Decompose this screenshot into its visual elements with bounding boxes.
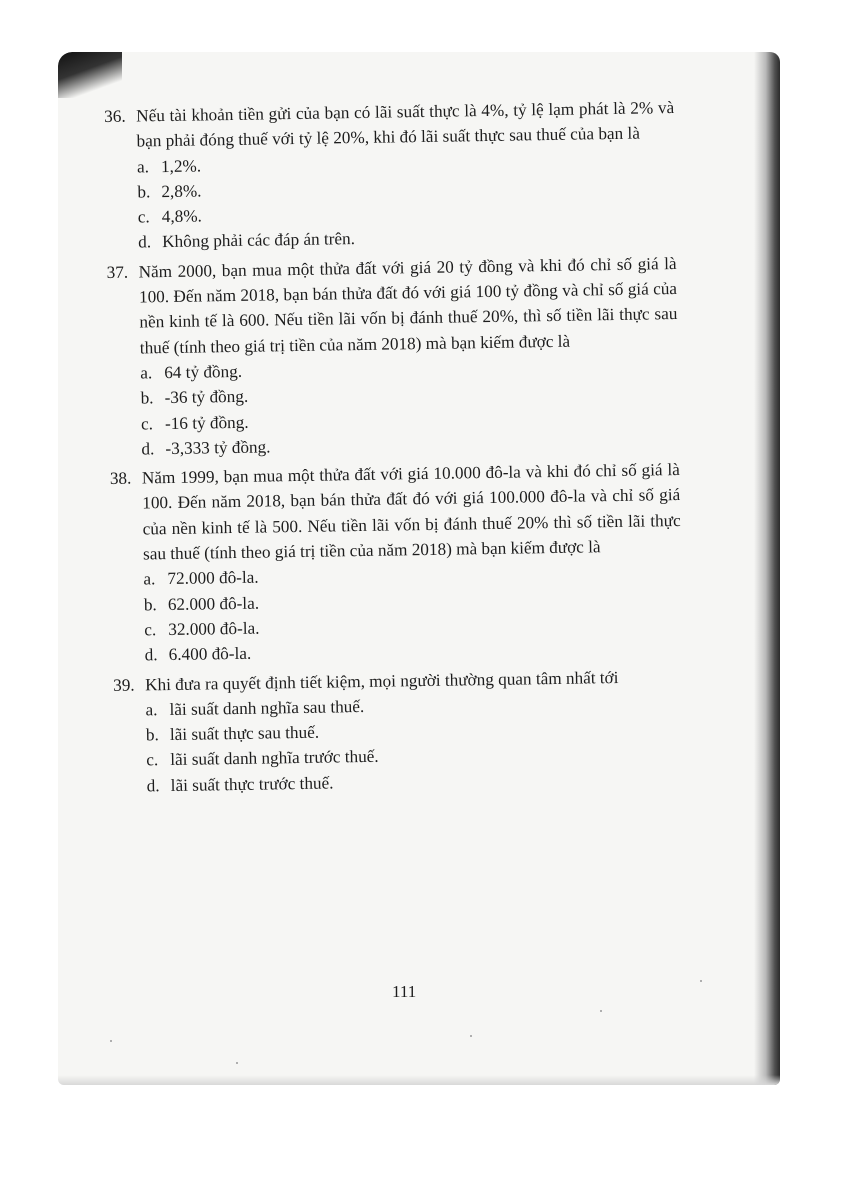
scan-speck xyxy=(236,1062,238,1064)
option-letter: b. xyxy=(140,388,154,408)
option-text: lãi suất thực trước thuế. xyxy=(170,773,334,795)
option-letter: d. xyxy=(141,439,155,459)
page-bottom-edge xyxy=(58,1075,780,1085)
question-text: Năm 2000, bạn mua một thửa đất với giá 20 tỷ đồng và khi đó chỉ số giá là 100. Đến năm 2018, bạn bán thửa đất đó với giá 100 tỷ đồng và chỉ số giá của nền kinh tế là 600. Nếu tiền lãi vốn bị đánh thuế 20%, thì số tiền lãi thực sau thuế (tính theo giá trị tiền của năm 2018) mà bạn kiếm được là xyxy=(138,253,678,358)
option-letter: c. xyxy=(140,413,154,434)
option-letter: a. xyxy=(143,569,156,589)
option-text: lãi suất danh nghĩa trước thuế. xyxy=(170,747,379,770)
option-letter: a. xyxy=(136,156,150,177)
question-number: 38. xyxy=(109,468,132,489)
option-letter: b. xyxy=(143,594,157,615)
question-text: Nếu tài khoản tiền gửi của bạn có lãi suất thực là 4%, tỷ lệ lạm phát là 2% và bạn phải đóng thuế với tỷ lệ 20%, khi đó lãi suất thực sau thuế của bạn là xyxy=(136,98,675,151)
option-letter: a. xyxy=(145,700,158,720)
question-text: Năm 1999, bạn mua một thửa đất với giá 10.000 đô-la và khi đó chỉ số giá là 100. Đến năm 2018, bạn bán thửa đất đó với giá 100.000 đô-la và chỉ số giá của nền kinh tế là 500. Nếu tiền lãi vốn bị đánh thuế 20% thì số tiền lãi thực sau thuế (tính theo giá trị tiền của năm 2018) mà bạn kiếm được là xyxy=(141,460,681,564)
option-text: 4,8%. xyxy=(161,206,203,227)
option-text: lãi suất danh nghĩa sau thuế. xyxy=(169,696,365,719)
scan-speck xyxy=(700,980,702,982)
book-binding-shadow xyxy=(754,52,780,1085)
option-letter: a. xyxy=(140,363,153,383)
answer-options xyxy=(108,352,680,462)
option-letter: c. xyxy=(137,207,150,227)
question-stem xyxy=(110,457,682,567)
option-text: -16 tỷ đồng. xyxy=(164,412,249,433)
answer-options xyxy=(111,558,683,668)
option-text: 1,2%. xyxy=(160,156,202,176)
scan-speck xyxy=(470,1035,472,1037)
option-text: -36 tỷ đồng. xyxy=(164,387,249,408)
answer-options xyxy=(105,146,677,256)
question-list xyxy=(104,95,685,803)
option-letter: d. xyxy=(144,645,158,665)
question-36 xyxy=(104,95,676,256)
option-text: 32.000 đô-la. xyxy=(168,618,260,639)
scan-speck xyxy=(110,1040,112,1042)
option-text: -3,333 tỷ đồng. xyxy=(165,437,271,458)
option-letter: d. xyxy=(146,775,160,796)
question-text: Khi đưa ra quyết định tiết kiệm, mọi người thường quan tâm nhất tới xyxy=(144,667,619,694)
option-letter: d. xyxy=(138,232,152,252)
option-letter: c. xyxy=(144,620,157,640)
option-text: lãi suất thực sau thuế. xyxy=(169,722,320,745)
option-text: 62.000 đô-la. xyxy=(167,593,260,614)
option-text: 72.000 đô-la. xyxy=(167,567,259,589)
question-39 xyxy=(113,664,685,799)
option-text: 64 tỷ đồng. xyxy=(164,361,243,383)
question-stem xyxy=(104,95,675,155)
question-number: 37. xyxy=(106,262,129,282)
page-corner-shadow xyxy=(58,52,122,98)
option-text: 2,8%. xyxy=(161,181,202,201)
option-letter: b. xyxy=(137,182,151,202)
question-number: 39. xyxy=(112,675,135,695)
option-text: 6.400 đô-la. xyxy=(168,643,252,665)
option-letter: c. xyxy=(146,750,159,770)
question-37 xyxy=(106,251,679,462)
answer-options xyxy=(113,689,685,799)
scan-speck xyxy=(600,1010,602,1012)
question-stem xyxy=(106,251,678,361)
page-number: 111 xyxy=(392,982,417,1001)
question-38 xyxy=(110,457,683,668)
question-number: 36. xyxy=(104,106,126,126)
option-text: Không phải các đáp án trên. xyxy=(162,229,356,252)
option-letter: b. xyxy=(145,725,159,745)
